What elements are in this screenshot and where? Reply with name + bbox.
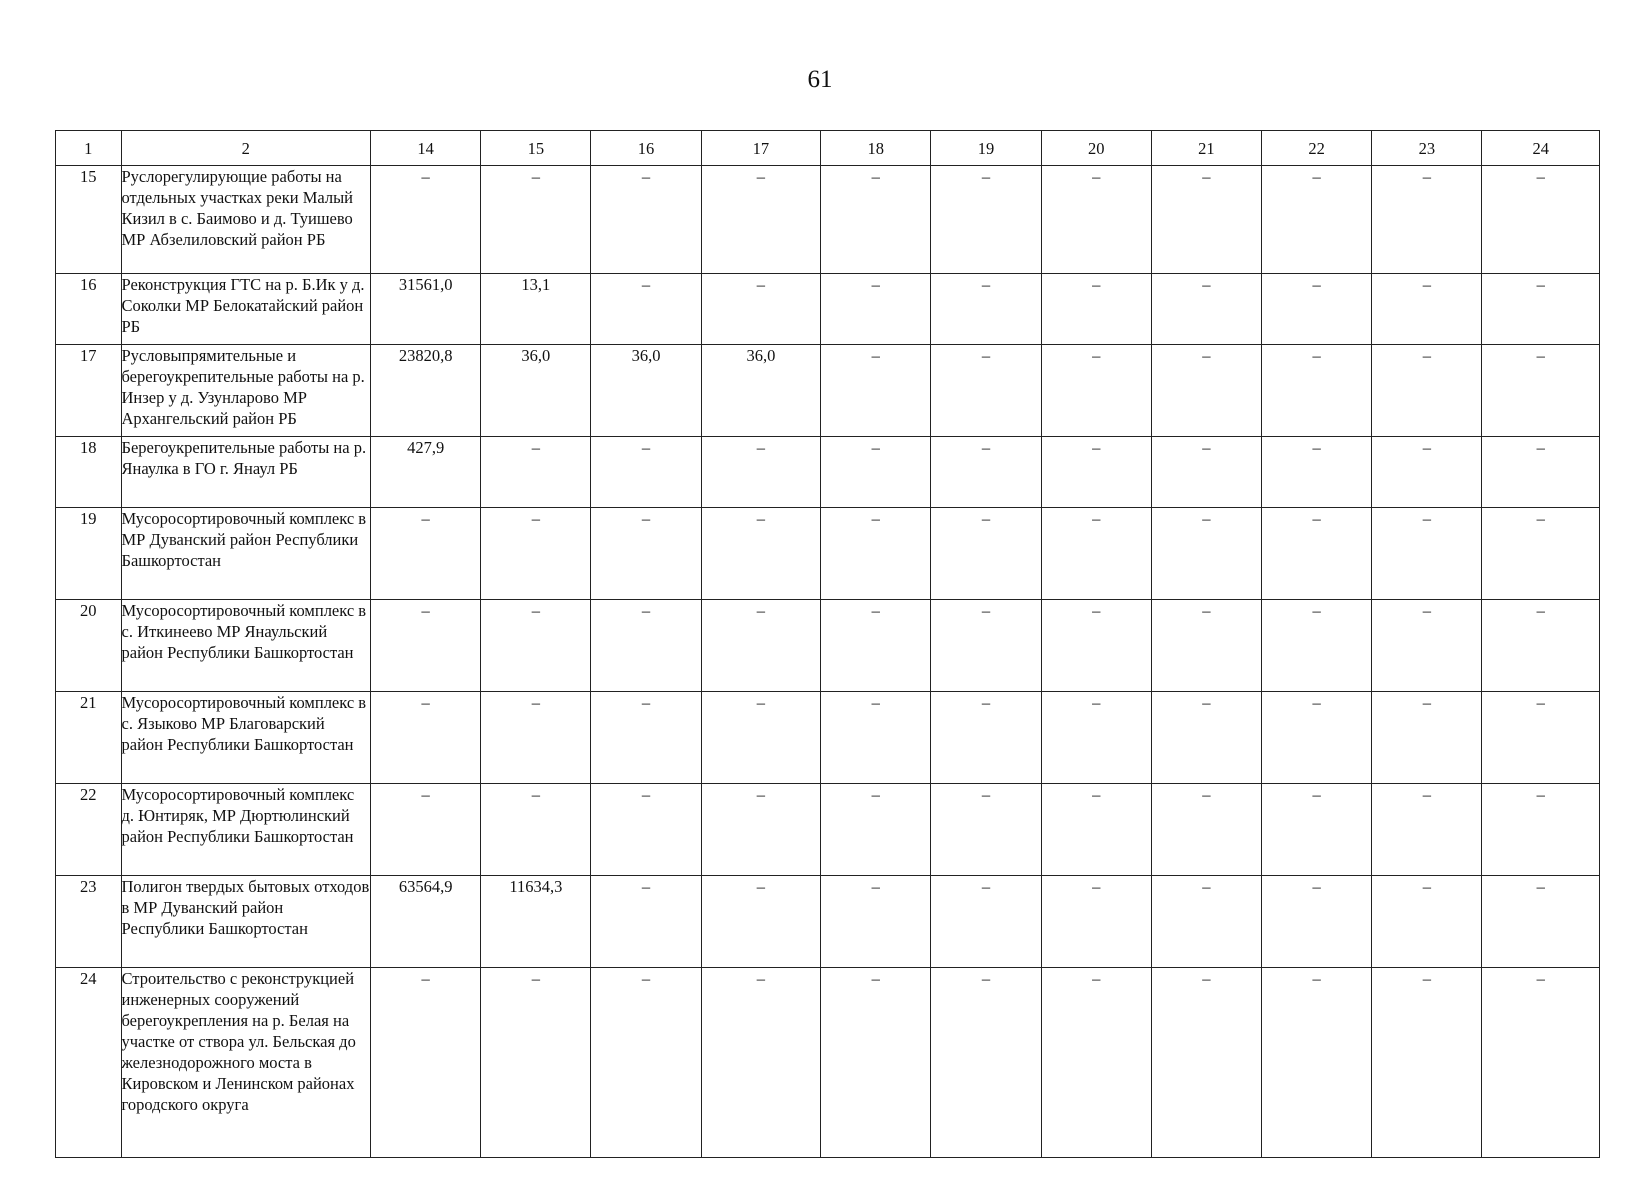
cell-value: – <box>1372 968 1482 1158</box>
cell-value: 23820,8 <box>371 345 481 437</box>
cell-value: – <box>821 784 931 876</box>
column-header: 1 <box>56 131 122 166</box>
cell-value: – <box>1041 508 1151 600</box>
cell-value: – <box>1041 876 1151 968</box>
cell-value: – <box>1151 784 1261 876</box>
cell-value: – <box>701 508 821 600</box>
cell-value: – <box>821 345 931 437</box>
cell-value: – <box>1482 784 1600 876</box>
table-row <box>56 876 1600 968</box>
row-number: 17 <box>56 345 122 437</box>
cell-value: – <box>1372 692 1482 784</box>
cell-value: 31561,0 <box>371 274 481 345</box>
cell-value: – <box>821 968 931 1158</box>
row-number: 16 <box>56 274 122 345</box>
column-header: 17 <box>701 131 821 166</box>
cell-value: – <box>481 784 591 876</box>
cell-value: – <box>1482 692 1600 784</box>
cell-value: 63564,9 <box>371 876 481 968</box>
cell-value: – <box>1482 968 1600 1158</box>
cell-value: – <box>371 508 481 600</box>
cell-value: – <box>591 274 701 345</box>
cell-value: – <box>1151 876 1261 968</box>
column-header: 23 <box>1372 131 1482 166</box>
row-name: Мусоросортировочный комплекс в МР Дуванский район Республики Башкортостан <box>121 508 371 600</box>
cell-value: – <box>591 508 701 600</box>
cell-value: 11634,3 <box>481 876 591 968</box>
table-row <box>56 437 1600 508</box>
row-name: Руслорегулирующие работы на отдельных участках реки Малый Кизил в с. Баимово и д. Туишево МР Абзелиловский район РБ <box>121 166 371 274</box>
cell-value: – <box>701 166 821 274</box>
cell-value: – <box>931 508 1041 600</box>
cell-value: – <box>701 784 821 876</box>
cell-value: 427,9 <box>371 437 481 508</box>
column-header: 24 <box>1482 131 1600 166</box>
cell-value: – <box>701 692 821 784</box>
cell-value: – <box>1151 508 1261 600</box>
row-number: 21 <box>56 692 122 784</box>
column-header: 16 <box>591 131 701 166</box>
cell-value: – <box>931 437 1041 508</box>
cell-value: – <box>931 345 1041 437</box>
cell-value: – <box>1372 508 1482 600</box>
cell-value: – <box>931 274 1041 345</box>
table-row <box>56 345 1600 437</box>
cell-value: – <box>1041 437 1151 508</box>
cell-value: – <box>371 968 481 1158</box>
cell-value: – <box>481 166 591 274</box>
cell-value: 36,0 <box>591 345 701 437</box>
cell-value: – <box>1262 508 1372 600</box>
cell-value: – <box>481 968 591 1158</box>
column-header: 2 <box>121 131 371 166</box>
cell-value: – <box>821 692 931 784</box>
cell-value: – <box>1041 784 1151 876</box>
header-row <box>56 131 1600 166</box>
row-number: 19 <box>56 508 122 600</box>
cell-value: – <box>1151 437 1261 508</box>
cell-value: – <box>1041 692 1151 784</box>
cell-value: – <box>701 876 821 968</box>
cell-value: – <box>481 692 591 784</box>
cell-value: – <box>1262 274 1372 345</box>
cell-value: – <box>1372 600 1482 692</box>
row-name: Мусоросортировочный комплекс в с. Иткинеево МР Янаульский район Республики Башкортостан <box>121 600 371 692</box>
cell-value: – <box>1482 508 1600 600</box>
cell-value: – <box>1151 345 1261 437</box>
cell-value: – <box>371 784 481 876</box>
cell-value: – <box>1262 345 1372 437</box>
cell-value: 36,0 <box>481 345 591 437</box>
row-number: 22 <box>56 784 122 876</box>
row-name: Берегоукрепительные работы на р. Янаулка в ГО г. Янаул РБ <box>121 437 371 508</box>
row-name: Строительство с реконструкцией инженерных сооружений берегоукрепления на р. Белая на участке от створа ул. Бельская до железнодорожного моста в Кировском и Ленинском районах городского округа <box>121 968 371 1158</box>
row-name: Мусоросортировочный комплекс д. Юнтиряк, МР Дюртюлинский район Республики Башкортостан <box>121 784 371 876</box>
cell-value: – <box>1262 437 1372 508</box>
cell-value: – <box>371 692 481 784</box>
cell-value: – <box>591 968 701 1158</box>
row-number: 15 <box>56 166 122 274</box>
row-number: 20 <box>56 600 122 692</box>
table-row <box>56 784 1600 876</box>
cell-value: 13,1 <box>481 274 591 345</box>
cell-value: – <box>1151 692 1261 784</box>
cell-value: – <box>591 784 701 876</box>
column-header: 18 <box>821 131 931 166</box>
cell-value: – <box>1262 600 1372 692</box>
cell-value: – <box>701 968 821 1158</box>
column-header: 15 <box>481 131 591 166</box>
cell-value: – <box>1151 274 1261 345</box>
cell-value: – <box>1482 166 1600 274</box>
cell-value: – <box>1372 876 1482 968</box>
cell-value: – <box>481 437 591 508</box>
cell-value: – <box>931 876 1041 968</box>
cell-value: – <box>1262 784 1372 876</box>
cell-value: – <box>821 508 931 600</box>
cell-value: – <box>931 968 1041 1158</box>
table-row <box>56 166 1600 274</box>
cell-value: – <box>1262 166 1372 274</box>
cell-value: – <box>1482 600 1600 692</box>
row-number: 18 <box>56 437 122 508</box>
cell-value: – <box>821 600 931 692</box>
cell-value: – <box>701 600 821 692</box>
cell-value: – <box>821 876 931 968</box>
table-row <box>56 600 1600 692</box>
cell-value: – <box>1372 274 1482 345</box>
cell-value: – <box>591 876 701 968</box>
row-name: Мусоросортировочный комплекс в с. Языково МР Благоварский район Республики Башкортостан <box>121 692 371 784</box>
row-name: Полигон твердых бытовых отходов в МР Дуванский район Республики Башкортостан <box>121 876 371 968</box>
column-header: 22 <box>1262 131 1372 166</box>
cell-value: – <box>931 166 1041 274</box>
cell-value: – <box>1372 437 1482 508</box>
cell-value: – <box>1482 437 1600 508</box>
cell-value: – <box>1041 166 1151 274</box>
column-header: 14 <box>371 131 481 166</box>
cell-value: – <box>1041 968 1151 1158</box>
column-header: 20 <box>1041 131 1151 166</box>
cell-value: – <box>481 508 591 600</box>
table-row <box>56 968 1600 1158</box>
cell-value: – <box>591 166 701 274</box>
cell-value: – <box>1262 876 1372 968</box>
row-name: Русловыпрямительные и берегоукрепительные работы на р. Инзер у д. Узунларово МР Архангельский район РБ <box>121 345 371 437</box>
column-header: 21 <box>1151 131 1261 166</box>
cell-value: – <box>1151 166 1261 274</box>
cell-value: – <box>591 437 701 508</box>
cell-value: – <box>1041 600 1151 692</box>
cell-value: – <box>1151 600 1261 692</box>
cell-value: – <box>821 437 931 508</box>
cell-value: – <box>701 437 821 508</box>
cell-value: – <box>821 166 931 274</box>
cell-value: – <box>701 274 821 345</box>
cell-value: – <box>931 692 1041 784</box>
table-row <box>56 508 1600 600</box>
cell-value: – <box>1041 274 1151 345</box>
cell-value: – <box>371 166 481 274</box>
cell-value: – <box>1372 166 1482 274</box>
cell-value: – <box>821 274 931 345</box>
cell-value: – <box>591 692 701 784</box>
cell-value: – <box>931 600 1041 692</box>
cell-value: – <box>1262 692 1372 784</box>
cell-value: – <box>931 784 1041 876</box>
cell-value: – <box>1482 345 1600 437</box>
cell-value: – <box>1262 968 1372 1158</box>
table-row <box>56 692 1600 784</box>
row-number: 24 <box>56 968 122 1158</box>
cell-value: – <box>1151 968 1261 1158</box>
cell-value: – <box>1372 784 1482 876</box>
cell-value: – <box>1482 274 1600 345</box>
row-name: Реконструкция ГТС на р. Б.Ик у д. Соколки МР Белокатайский район РБ <box>121 274 371 345</box>
column-header: 19 <box>931 131 1041 166</box>
cell-value: – <box>1041 345 1151 437</box>
cell-value: – <box>1482 876 1600 968</box>
row-number: 23 <box>56 876 122 968</box>
cell-value: – <box>371 600 481 692</box>
table-row <box>56 274 1600 345</box>
data-table <box>55 130 1600 1158</box>
cell-value: – <box>481 600 591 692</box>
cell-value: 36,0 <box>701 345 821 437</box>
page-number: 61 <box>807 66 833 93</box>
cell-value: – <box>591 600 701 692</box>
cell-value: – <box>1372 345 1482 437</box>
